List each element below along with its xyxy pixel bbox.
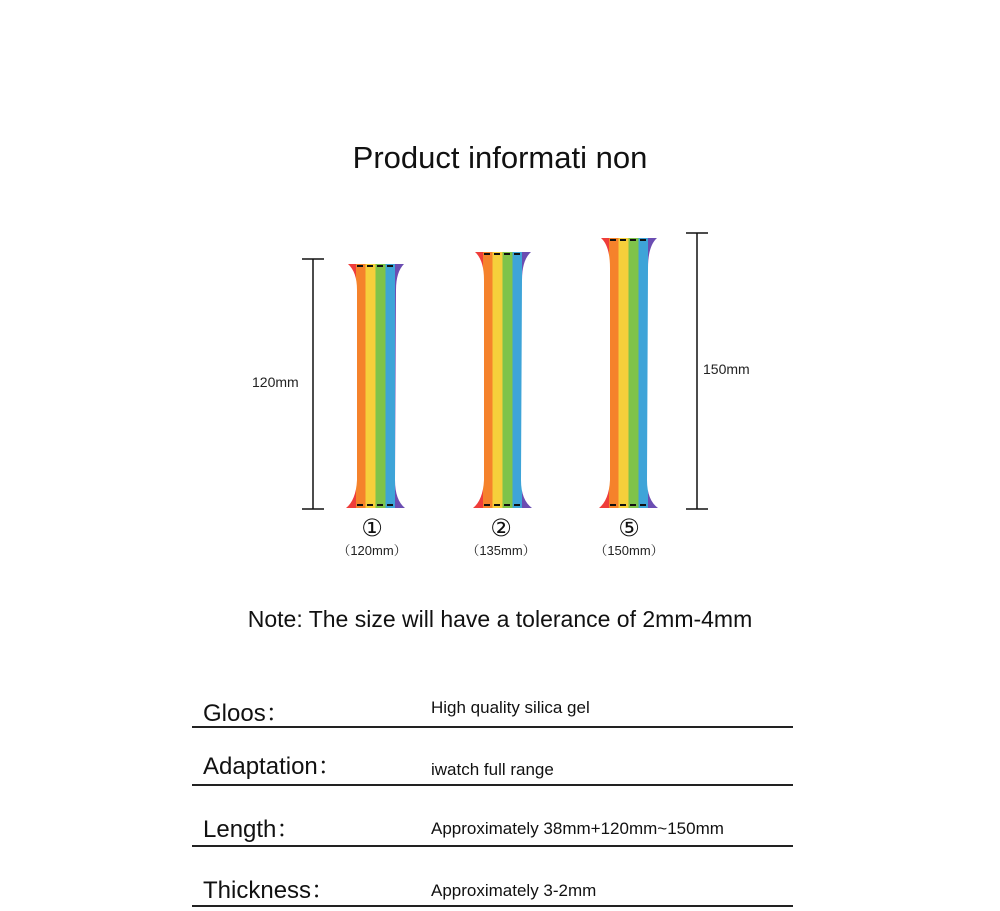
- spec-value: Approximately 38mm+120mm~150mm: [431, 819, 724, 838]
- spec-value: High quality silica gel: [431, 698, 590, 717]
- band-caption-2: [441, 516, 561, 560]
- band-2-strap: [473, 252, 532, 508]
- tolerance-note: Note: The size will have a tolerance of 2mm-4mm: [247, 606, 753, 632]
- band-size: （150mm）: [594, 543, 664, 558]
- spec-row-thickness: [192, 849, 793, 907]
- band-caption-3: [569, 516, 689, 560]
- band-number: ②: [490, 515, 512, 542]
- right-dimension-label: 150mm: [703, 361, 750, 377]
- spec-value: Approximately 3-2mm: [431, 881, 597, 900]
- band-size: （135mm）: [466, 543, 536, 558]
- spec-label: Gloos：: [203, 700, 290, 727]
- spec-value: iwatch full range: [431, 760, 554, 779]
- spec-label: Length：: [203, 816, 301, 843]
- spec-row-length: [192, 789, 793, 847]
- band-number: ⑤: [618, 515, 640, 542]
- spec-row-gloos: [192, 670, 793, 728]
- band-5-strap: [599, 238, 658, 508]
- band-number: ①: [361, 515, 383, 542]
- spec-row-adaptation: [192, 728, 793, 786]
- band-1-strap: [346, 264, 405, 508]
- spec-label: Adaptation：: [203, 753, 342, 780]
- page-title: Product informati non: [352, 140, 648, 175]
- left-dimension-label: 120mm: [252, 374, 299, 390]
- left-dimension-line: [302, 259, 324, 509]
- band-caption-1: [312, 516, 432, 560]
- spec-label: Thickness：: [203, 877, 336, 904]
- band-size: （120mm）: [337, 543, 407, 558]
